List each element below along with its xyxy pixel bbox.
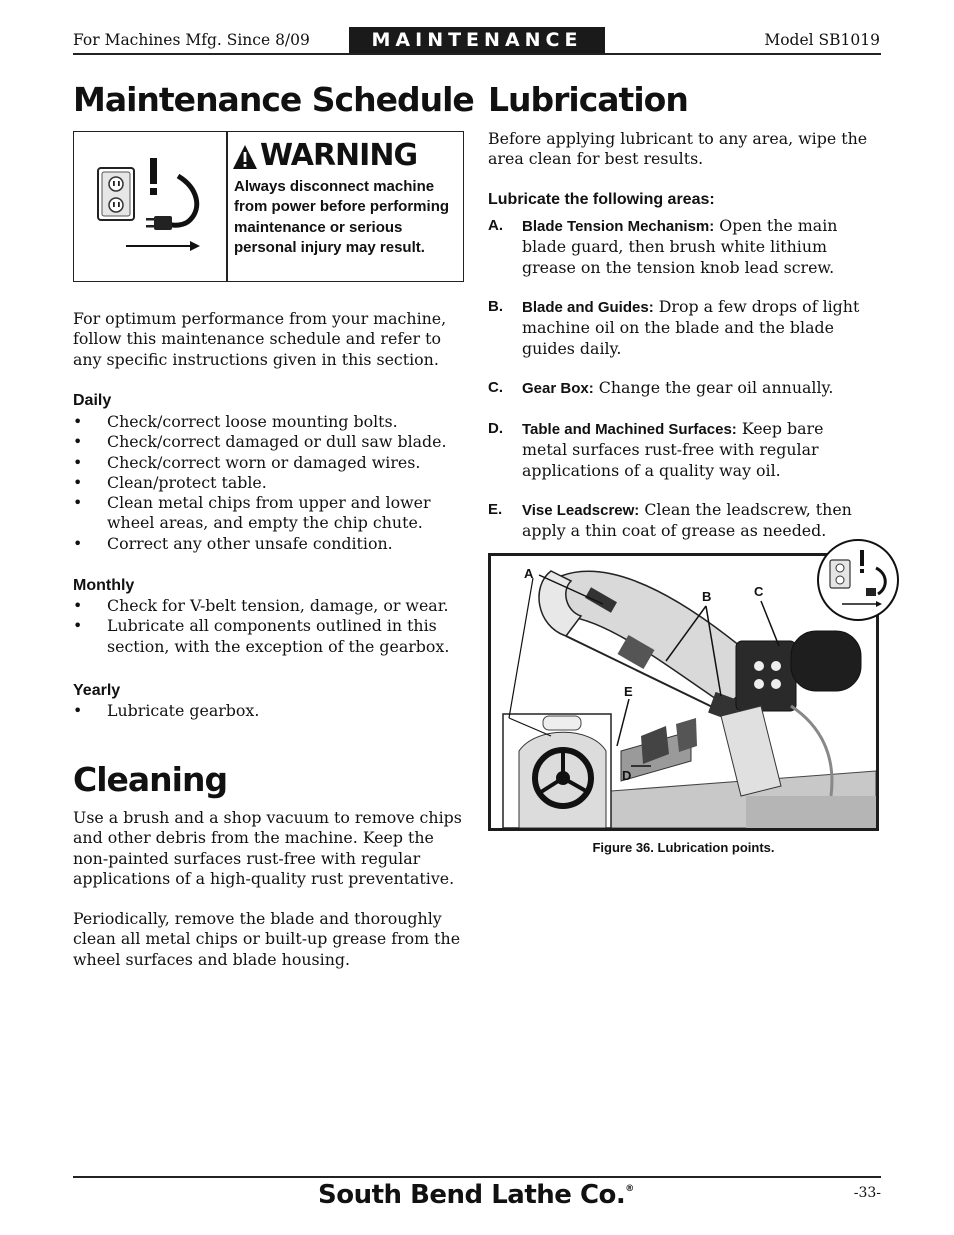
item-text: Drop a few drops of light machine oil on the blade and the blade guides daily. bbox=[522, 297, 860, 358]
maintenance-intro: For optimum performance from your machine, follow this maintenance schedule and refer to any specific instructions given in this section. bbox=[73, 309, 447, 369]
item-text: Change the gear oil annually. bbox=[598, 378, 834, 397]
callout-b: B bbox=[702, 589, 712, 604]
header-section-title: MAINTENANCE bbox=[349, 27, 605, 53]
callout-e: E bbox=[624, 684, 633, 699]
item-label: Vise Leadscrew: bbox=[522, 502, 640, 519]
header-model: Model SB1019 bbox=[764, 31, 880, 49]
figure-caption: Figure 36. Lubrication points. bbox=[592, 840, 775, 855]
maintenance-schedule-title: Maintenance Schedule bbox=[73, 80, 474, 119]
cleaning-title: Cleaning bbox=[73, 760, 228, 799]
item-text: Keep bare metal surfaces rust-free with regular applications of a quality way oil. bbox=[522, 419, 824, 480]
item-letter: E. bbox=[488, 501, 503, 518]
lubrication-intro: Before applying lubricant to any area, wipe the area clean for best results. bbox=[488, 129, 868, 169]
item-label: Blade Tension Mechanism: bbox=[522, 218, 715, 235]
callout-c: C bbox=[754, 584, 764, 599]
item-letter: D. bbox=[488, 420, 503, 437]
yearly-list bbox=[73, 701, 453, 721]
item-letter: C. bbox=[488, 379, 503, 396]
warning-text: Always disconnect machine from power before performing maintenance or serious personal injury may result. bbox=[234, 178, 450, 256]
cleaning-paragraph-1: Use a brush and a shop vacuum to remove chips and other debris from the machine. Keep the non-painted surfaces rust-free with regular applications of a high-quality rust preventative. bbox=[73, 808, 462, 888]
cleaning-paragraph-2: Periodically, remove the blade and thoroughly clean all metal chips or built-up grease from the wheel surfaces and blade housing. bbox=[73, 909, 461, 969]
item-label: Blade and Guides: bbox=[522, 299, 654, 316]
list-item: • Correct any other unsafe condition. bbox=[73, 534, 453, 554]
list-item: • Check/correct damaged or dull saw blade. bbox=[73, 432, 453, 452]
list-item: • Lubricate gearbox. bbox=[73, 701, 453, 721]
item-text: Open the main blade guard, then brush white lithium grease on the tension knob lead screw. bbox=[522, 216, 838, 277]
monthly-list bbox=[73, 596, 453, 657]
lubrication-item-a bbox=[488, 216, 873, 278]
warning-heading bbox=[232, 138, 417, 173]
list-item: • Check/correct loose mounting bolts. bbox=[73, 412, 453, 432]
page-number: -33- bbox=[853, 1185, 881, 1201]
list-item: • Clean metal chips from upper and lower wheel areas, and empty the chip chute. bbox=[73, 493, 453, 534]
item-text: Clean the leadscrew, then apply a thin coat of grease as needed. bbox=[522, 500, 852, 541]
header-machine-date: For Machines Mfg. Since 8/09 bbox=[73, 31, 310, 49]
item-letter: B. bbox=[488, 298, 503, 315]
item-label: Table and Machined Surfaces: bbox=[522, 421, 737, 438]
unplug-machine-icon bbox=[90, 148, 215, 263]
footer-rule bbox=[73, 1176, 881, 1178]
list-item: • Check for V-belt tension, damage, or wear. bbox=[73, 596, 453, 616]
daily-heading: Daily bbox=[73, 392, 112, 409]
lubrication-subheading: Lubricate the following areas: bbox=[488, 191, 715, 208]
lubrication-item-c bbox=[488, 378, 873, 399]
lubrication-item-b bbox=[488, 297, 873, 359]
unplug-machine-icon bbox=[816, 538, 900, 622]
callout-d: D bbox=[622, 768, 632, 783]
registered-mark-icon: ® bbox=[625, 1184, 634, 1194]
daily-list bbox=[73, 412, 453, 554]
lubrication-item-d bbox=[488, 419, 873, 481]
list-item: • Lubricate all components outlined in this section, with the exception of the gearbox. bbox=[73, 616, 453, 657]
callout-a: A bbox=[524, 566, 534, 581]
warning-box-divider bbox=[226, 131, 228, 282]
lubrication-item-e bbox=[488, 500, 873, 542]
lubrication-title: Lubrication bbox=[488, 80, 688, 119]
footer-brand-text: South Bend Lathe Co. bbox=[318, 1180, 626, 1210]
list-item: • Clean/protect table. bbox=[73, 473, 453, 493]
monthly-heading: Monthly bbox=[73, 577, 135, 594]
footer-brand bbox=[318, 1180, 634, 1210]
list-item: • Check/correct worn or damaged wires. bbox=[73, 453, 453, 473]
item-label: Gear Box: bbox=[522, 380, 594, 397]
item-letter: A. bbox=[488, 217, 503, 234]
warning-triangle-icon bbox=[232, 144, 258, 170]
warning-heading-text: WARNING bbox=[260, 138, 418, 173]
yearly-heading: Yearly bbox=[73, 682, 121, 699]
header-rule bbox=[73, 53, 881, 55]
